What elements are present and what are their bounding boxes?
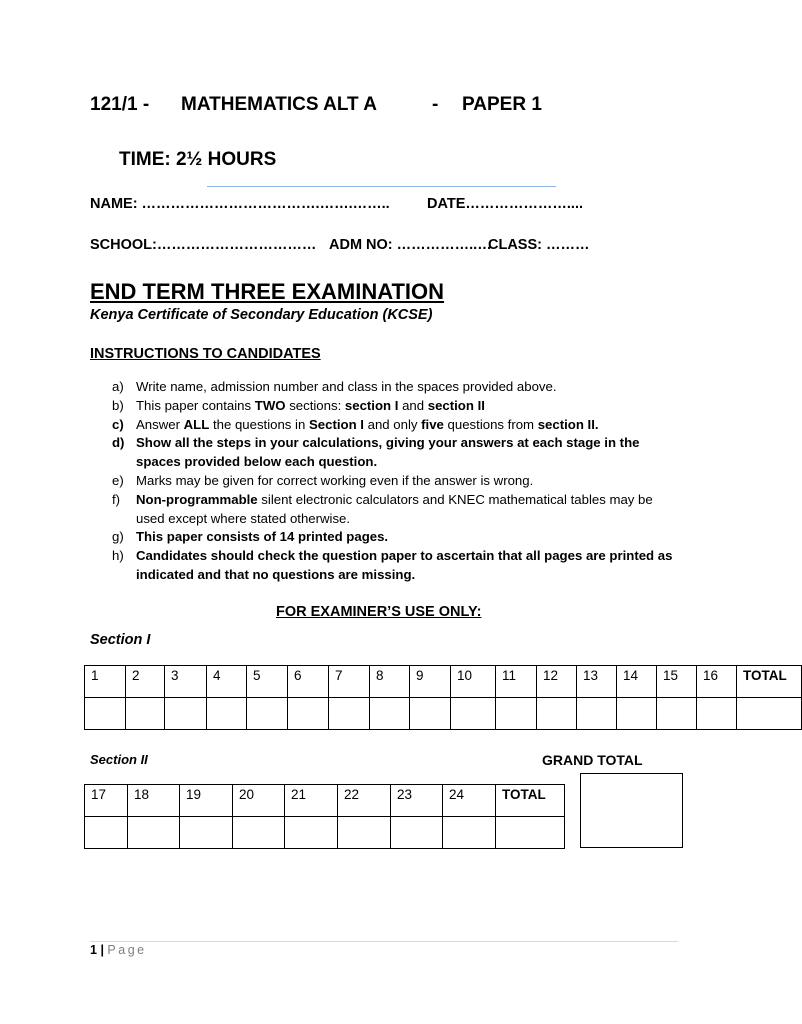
section1-score-cell <box>126 698 165 730</box>
section1-header-cell: 14 <box>617 666 657 698</box>
section1-header-cell: 5 <box>247 666 288 698</box>
section1-score-cell <box>657 698 697 730</box>
section2-header-cell: TOTAL <box>496 785 565 817</box>
instruction-text: Write name, admission number and class in the spaces provided above. <box>136 379 557 394</box>
section2-header-cell: 18 <box>128 785 180 817</box>
footer-divider <box>90 941 678 942</box>
section1-score-cell <box>496 698 537 730</box>
instruction-text: Show all the steps in your calculations, giving your answers at each stage in the spaces provided below each question. <box>136 435 640 470</box>
section1-header-cell: 7 <box>329 666 370 698</box>
section1-score-cell <box>697 698 737 730</box>
section1-header-cell: 8 <box>370 666 410 698</box>
section-1-score-table <box>84 665 802 730</box>
instruction-label: f) <box>112 491 121 507</box>
section2-score-cell <box>496 817 565 849</box>
section1-header-cell: 13 <box>577 666 617 698</box>
section1-header-cell: 1 <box>85 666 126 698</box>
subject-title: MATHEMATICS ALT A <box>181 94 377 115</box>
section-1-label: Section I <box>90 632 151 648</box>
section1-header-cell: 4 <box>207 666 247 698</box>
section1-score-cell <box>165 698 207 730</box>
section1-header-cell: 11 <box>496 666 537 698</box>
section1-score-cell <box>85 698 126 730</box>
footer-separator: | <box>100 943 104 957</box>
section2-header-cell: 17 <box>85 785 128 817</box>
section1-header-cell: 2 <box>126 666 165 698</box>
section2-score-cell <box>85 817 128 849</box>
instruction-item <box>112 491 682 529</box>
section2-score-cell <box>338 817 391 849</box>
section2-header-cell: 23 <box>391 785 443 817</box>
instruction-text: This paper contains TWO sections: section I and section II <box>136 397 485 413</box>
section1-score-cell <box>537 698 577 730</box>
section1-score-cell <box>247 698 288 730</box>
page-word: Page <box>107 943 147 957</box>
instructions-list <box>112 378 682 585</box>
page-number: 1 <box>90 943 97 957</box>
instruction-label: e) <box>112 472 124 488</box>
section2-score-cell <box>128 817 180 849</box>
section1-header-cell: 16 <box>697 666 737 698</box>
section1-header-cell: 6 <box>288 666 329 698</box>
school-field: SCHOOL:…………………………… <box>90 237 317 253</box>
section1-header-cell: 9 <box>410 666 451 698</box>
section2-score-cell <box>443 817 496 849</box>
section1-score-cell <box>370 698 410 730</box>
class-field: CLASS: ……… <box>488 237 590 253</box>
instruction-item <box>112 528 682 547</box>
instruction-label: d) <box>112 435 125 451</box>
header-dash: - <box>432 94 439 115</box>
section2-score-cell <box>180 817 233 849</box>
instruction-label: c) <box>112 416 124 432</box>
name-field: NAME: ……………………………….…….…….. <box>90 196 390 212</box>
section1-score-cell <box>207 698 247 730</box>
instruction-label: a) <box>112 379 124 394</box>
section1-header-cell: TOTAL <box>737 666 802 698</box>
section1-score-cell <box>617 698 657 730</box>
section2-header-cell: 21 <box>285 785 338 817</box>
section-2-score-table <box>84 784 565 849</box>
instruction-item <box>112 397 682 416</box>
section1-score-cell <box>288 698 329 730</box>
section1-score-cell <box>329 698 370 730</box>
exam-time: TIME: 2½ HOURS <box>119 149 277 170</box>
section1-score-cell <box>451 698 496 730</box>
instruction-label: h) <box>112 548 124 564</box>
section1-score-cell <box>410 698 451 730</box>
instruction-item <box>112 416 682 435</box>
instruction-item <box>112 472 682 491</box>
paper-code: 121/1 - <box>90 94 150 115</box>
section1-score-cell <box>577 698 617 730</box>
instruction-label: g) <box>112 529 124 545</box>
section2-score-cell <box>233 817 285 849</box>
instruction-text: Candidates should check the question paper to ascertain that all pages are printed as indicated and that no questions are missing. <box>136 548 673 582</box>
section2-header-cell: 24 <box>443 785 496 817</box>
section2-header-cell: 19 <box>180 785 233 817</box>
section1-header-cell: 15 <box>657 666 697 698</box>
instruction-text: This paper consists of 14 printed pages. <box>136 529 389 545</box>
exam-subtitle: Kenya Certificate of Secondary Education (KCSE) <box>90 307 433 323</box>
instruction-label: b) <box>112 397 124 413</box>
grand-total-box <box>580 773 683 848</box>
instruction-text: Marks may be given for correct working even if the answer is wrong. <box>136 472 534 488</box>
date-field: DATE………………….... <box>427 196 584 212</box>
instruction-item <box>112 434 682 472</box>
instruction-text: Answer ALL the questions in Section I and only five questions from section II. <box>136 416 599 432</box>
adm-no-field: ADM NO: ……………..… <box>329 237 492 253</box>
section1-header-cell: 10 <box>451 666 496 698</box>
section2-header-cell: 20 <box>233 785 285 817</box>
header-divider <box>207 186 556 187</box>
section1-header-cell: 3 <box>165 666 207 698</box>
section-2-label: Section II <box>90 752 148 767</box>
paper-number: PAPER 1 <box>462 94 542 115</box>
instruction-item <box>112 547 682 585</box>
section2-score-cell <box>391 817 443 849</box>
section1-score-cell <box>737 698 802 730</box>
exam-title: END TERM THREE EXAMINATION <box>90 279 445 304</box>
section2-score-cell <box>285 817 338 849</box>
instruction-text: Non-programmable silent electronic calculators and KNEC mathematical tables may be used except where stated otherwise. <box>136 491 653 526</box>
instruction-item <box>112 378 682 397</box>
page-footer <box>90 943 147 957</box>
grand-total-label: GRAND TOTAL <box>542 752 643 768</box>
instructions-heading: INSTRUCTIONS TO CANDIDATES <box>90 346 321 362</box>
examiner-heading: FOR EXAMINER’S USE ONLY: <box>276 604 482 620</box>
section2-header-cell: 22 <box>338 785 391 817</box>
section1-header-cell: 12 <box>537 666 577 698</box>
